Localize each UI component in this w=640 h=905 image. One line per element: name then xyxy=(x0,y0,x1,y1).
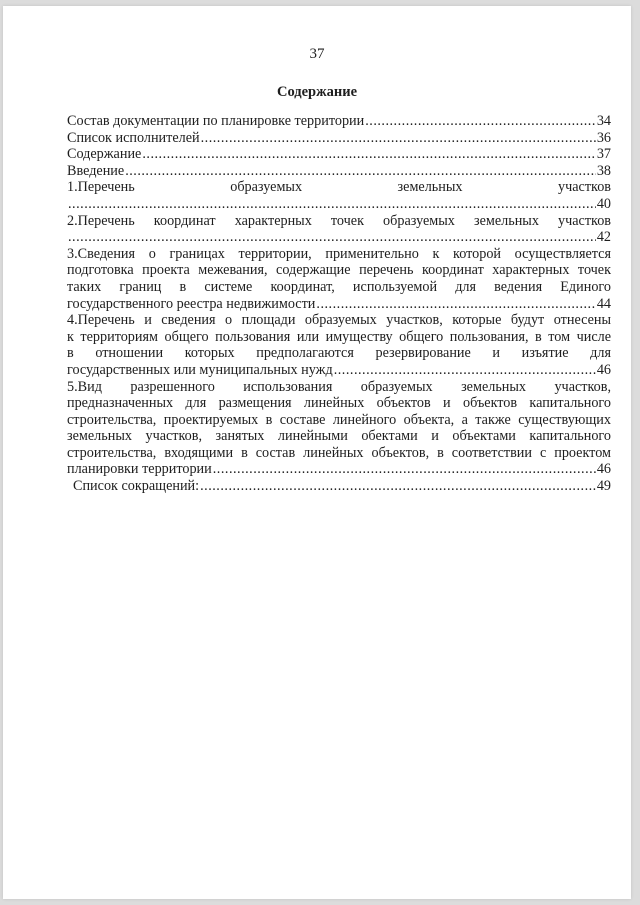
toc-entry-text: Список исполнителей xyxy=(67,129,200,146)
toc-entry-page: 37 xyxy=(596,146,611,163)
toc-entry-page: 46 xyxy=(596,361,611,378)
toc-entry-abbreviations[interactable] xyxy=(67,478,611,495)
toc-leader-dots xyxy=(68,196,596,213)
toc-entry-text-line: земельных участков, занятых линейными обектами и объектами капитального xyxy=(67,428,611,445)
toc-entry-page: 38 xyxy=(596,162,611,179)
toc-entry-page: 36 xyxy=(596,129,611,146)
toc-entry-text-line: строительства, входящими в состав линейных объектов, в соответствии с проектом xyxy=(67,444,611,461)
toc-entry-territory-boundaries[interactable] xyxy=(67,246,611,312)
toc-entry-contents[interactable] xyxy=(67,146,611,163)
page-number: 37 xyxy=(309,46,325,62)
toc-entry-permitted-use[interactable] xyxy=(67,379,611,479)
toc-leader-dots xyxy=(213,461,596,478)
toc-entry-text: Введение xyxy=(67,162,125,179)
toc-entry-text-line: 4.Перечень и сведения о площади образуемых участков, которые будут отнесены xyxy=(67,312,611,329)
table-of-contents xyxy=(67,113,611,495)
toc-title: Содержание xyxy=(276,84,358,100)
toc-entry-text-line: планировки территории xyxy=(67,461,212,478)
document-page xyxy=(3,6,631,899)
toc-entry-page: 40 xyxy=(596,195,611,212)
toc-entry-page: 44 xyxy=(596,295,611,312)
toc-entry-text-line: 5.Вид разрешенного использования образуемых земельных участков, xyxy=(67,378,611,395)
toc-leader-dots xyxy=(142,146,595,163)
toc-leader-dots xyxy=(316,296,595,313)
toc-leader-dots xyxy=(68,229,596,246)
toc-entry-land-plots-list[interactable] xyxy=(67,179,611,212)
toc-entry-text-line: подготовка проекта межевания, содержащие перечень координат характерных точек xyxy=(67,262,611,279)
toc-entry-text: Содержание xyxy=(67,146,142,163)
toc-entry-page: 42 xyxy=(596,229,611,246)
toc-entry-executors[interactable] xyxy=(67,130,611,147)
toc-entry-text-line: предназначенных для размещения линейных объектов и объектов капитального xyxy=(67,395,611,412)
toc-entry-text-line: государственных или муниципальных нужд xyxy=(67,361,333,378)
toc-entry-text-line: государственного реестра недвижимости xyxy=(67,295,316,312)
toc-entry-text-line: в отношении которых предполагаются резервирование и изъятие для xyxy=(67,345,611,362)
toc-entry-public-use-area[interactable] xyxy=(67,312,611,378)
toc-entry-documentation[interactable] xyxy=(67,113,611,130)
toc-entry-text-line: таких границ в системе координат, используемой для ведения Единого xyxy=(67,278,611,295)
toc-entry-text-line: строительства, проектируемых в составе линейного объекта, а также существующих xyxy=(67,411,611,428)
toc-entry-page: 46 xyxy=(596,461,611,478)
toc-leader-dots xyxy=(125,163,596,180)
toc-entry-text: Список сокращений: xyxy=(73,478,200,495)
toc-entry-text-line: 1.Перечень образуемых земельных участков xyxy=(67,179,611,196)
toc-leader-dots xyxy=(201,130,596,147)
toc-entry-text-line: 3.Сведения о границах территории, применительно к которой осуществляется xyxy=(67,245,611,262)
toc-entry-introduction[interactable] xyxy=(67,163,611,180)
toc-entry-text-line: 2.Перечень координат характерных точек образуемых земельных участков xyxy=(67,212,611,229)
toc-leader-dots xyxy=(365,113,596,130)
toc-entry-text: Состав документации по планировке территории xyxy=(67,113,365,129)
toc-leader-dots xyxy=(334,362,596,379)
toc-entry-coordinates-list[interactable] xyxy=(67,213,611,246)
toc-entry-text-line: к территориям общего пользования или имуществу общего пользования, в том числе xyxy=(67,328,611,345)
toc-entry-page: 34 xyxy=(596,113,611,129)
toc-entry-page: 49 xyxy=(596,478,611,495)
toc-leader-dots xyxy=(200,478,596,495)
